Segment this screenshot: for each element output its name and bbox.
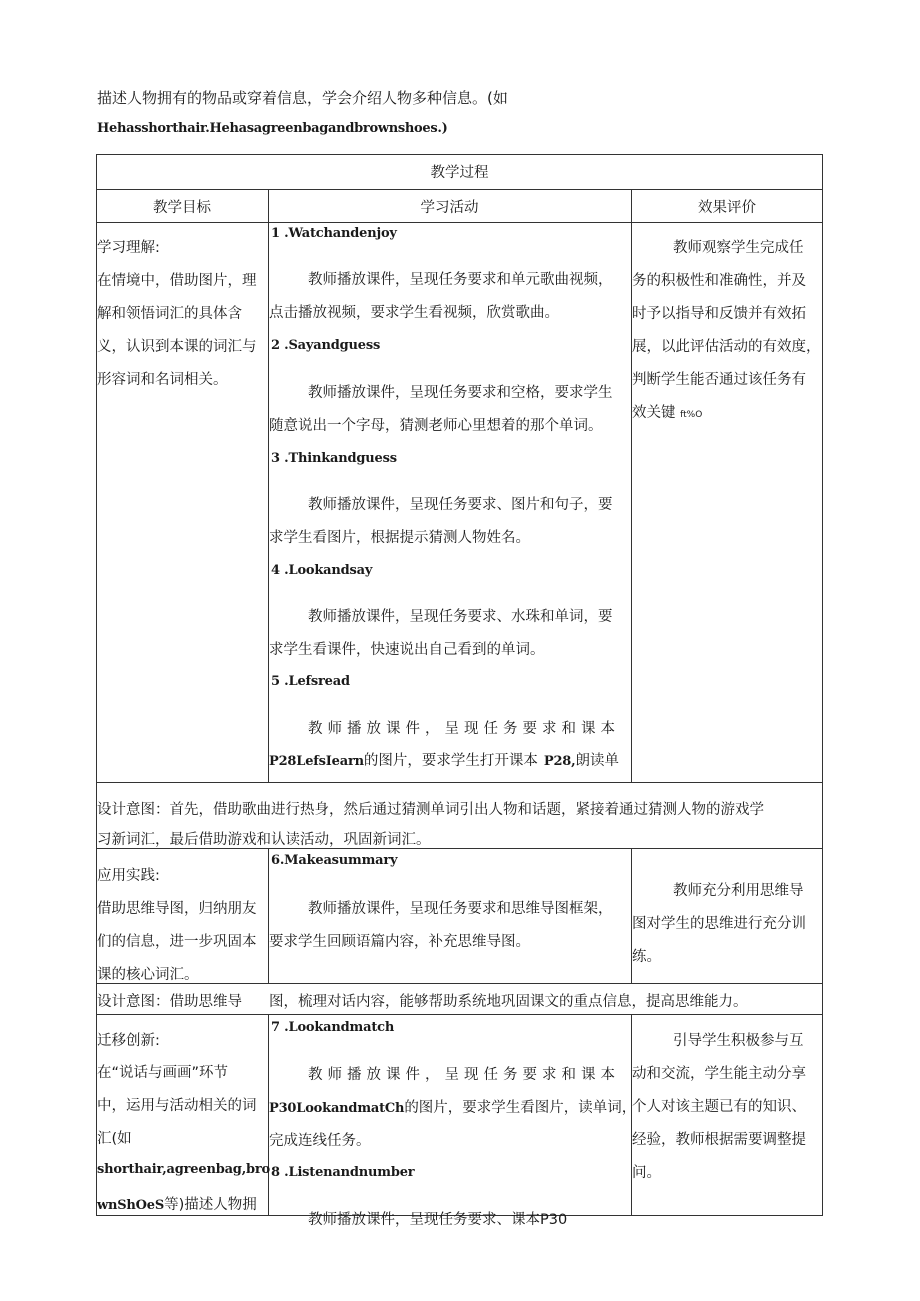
eval-line: 时予以指导和反馈并有效拓 bbox=[632, 306, 806, 322]
eval-line: 教师充分利用思维导 bbox=[673, 883, 804, 899]
goal-line: 们的信息，进一步巩固本 bbox=[97, 934, 257, 950]
design-line: 设计意图：首先，借助歌曲进行热身，然后通过猜测单词引出人物和话题，紧接着通过猜测人物的游戏学 bbox=[97, 802, 764, 818]
goal-line: wnShOeS等)描述人物拥 bbox=[97, 1197, 257, 1213]
goal-line: 解和领悟词汇的具体含 bbox=[97, 306, 242, 322]
goal-line: 义，认识到本课的词汇与 bbox=[97, 339, 257, 355]
activity-line: 教师播放课件，呈现任务要求和课本 bbox=[308, 721, 620, 737]
activity-title: 3 .Thinkandguess bbox=[271, 451, 397, 466]
activity-line: 求学生看课件，快速说出自己看到的单词。 bbox=[269, 642, 545, 658]
goal-line: 借助思维导图，归纳朋友 bbox=[97, 901, 257, 917]
goal-title: 迁移创新: bbox=[97, 1033, 160, 1049]
goal-line: shorthair,agreenbag,bro bbox=[97, 1162, 271, 1177]
activity-title: 5 .Lefsread bbox=[271, 674, 350, 689]
activity-line: 教师播放课件，呈现任务要求、图片和句子，要 bbox=[308, 497, 613, 513]
goal-line: 形容词和名词相关。 bbox=[97, 372, 228, 388]
design-line: 习新词汇，最后借助游戏和认读活动，巩固新词汇。 bbox=[97, 832, 431, 848]
eval-line: 练。 bbox=[632, 949, 661, 965]
activity-title: 7 .Lookandmatch bbox=[271, 1020, 395, 1035]
activity-title: 6.Makeasummary bbox=[271, 853, 398, 868]
activity-title: 1 .Watchandenjoy bbox=[271, 226, 397, 241]
eval-line: 经验，教师根据需要调整提 bbox=[632, 1132, 806, 1148]
activity-line: 教师播放课件，呈现任务要求和思维导图框架， bbox=[308, 901, 613, 917]
table-title: 教学过程 bbox=[430, 165, 489, 181]
page-reference: P28, bbox=[543, 754, 576, 769]
activity-line: P30LookandmatCh的图片，要求学生看图片，读单词， bbox=[269, 1100, 637, 1116]
eval-line: 动和交流，学生能主动分享 bbox=[632, 1066, 806, 1082]
eval-line: 务的积极性和准确性，并及 bbox=[632, 273, 806, 289]
header-eval: 效果评价 bbox=[698, 200, 756, 216]
goal-title: 学习理解: bbox=[97, 240, 160, 256]
activity-line: 教师播放课件，呈现任务要求和课本 bbox=[308, 1067, 620, 1083]
eval-tail: ft%O bbox=[680, 410, 703, 420]
eval-line: 图对学生的思维进行充分训 bbox=[632, 916, 806, 932]
eval-line: 效关键 ft%O bbox=[632, 405, 703, 421]
activity-line: 点击播放视频，要求学生看视频，欣赏歌曲。 bbox=[269, 305, 559, 321]
eval-line: 判断学生能否通过该任务有 bbox=[632, 372, 806, 388]
activity-title: 2 .Sayandguess bbox=[271, 338, 381, 353]
goal-line: 在“说话与画画”环节 bbox=[97, 1065, 229, 1081]
eval-line: 引导学生积极参与互 bbox=[673, 1033, 804, 1049]
activity-line: 完成连线任务。 bbox=[269, 1133, 371, 1149]
activity-line: 教师播放课件，呈现任务要求、水珠和单词，要 bbox=[308, 609, 613, 625]
design-line: 设计意图：借助思维导 bbox=[97, 994, 242, 1010]
goal-line: 课的核心词汇。 bbox=[97, 967, 199, 983]
goal-line: 中，运用与活动相关的词 bbox=[97, 1098, 257, 1114]
goal-line: 汇(如 bbox=[97, 1131, 132, 1147]
activity-title: 4 .Lookandsay bbox=[271, 563, 373, 578]
header-activity: 学习活动 bbox=[420, 200, 479, 216]
eval-line: 展，以此评估活动的有效度， bbox=[632, 339, 821, 355]
eval-line: 教师观察学生完成任 bbox=[673, 240, 804, 256]
activity-title: 8 .Listenandnumber bbox=[271, 1165, 415, 1180]
activity-line: 求学生看图片，根据提示猜测人物姓名。 bbox=[269, 530, 530, 546]
activity-line: 教师播放课件，呈现任务要求和空格，要求学生 bbox=[308, 385, 613, 401]
activity-line: 教师播放课件，呈现任务要求和单元歌曲视频， bbox=[308, 272, 613, 288]
eval-line: 个人对该主题已有的知识、 bbox=[632, 1099, 806, 1115]
cut-off-activity-line: 教师播放课件，呈现任务要求、课本P30 bbox=[308, 1212, 568, 1228]
goal-line: 在情境中，借助图片，理 bbox=[97, 273, 257, 289]
intro-line: 描述人物拥有的物品或穿着信息，学会介绍人物多种信息。(如 bbox=[97, 89, 508, 107]
activity-line: 要求学生回顾语篇内容，补充思维导图。 bbox=[269, 934, 530, 950]
intro-example-line: Hehasshorthair.Hehasagreenbagandbrownshoes.) bbox=[97, 121, 448, 136]
activity-line: 随意说出一个字母，猜测老师心里想着的那个单词。 bbox=[269, 418, 603, 434]
eval-line: 问。 bbox=[632, 1165, 661, 1181]
page-reference: P30LookandmatCh bbox=[269, 1101, 405, 1116]
header-goal: 教学目标 bbox=[153, 200, 211, 216]
activity-line: P28LefsIearn的图片，要求学生打开课本 P28,朗读单 bbox=[269, 753, 619, 769]
page-reference: P28LefsIearn bbox=[269, 754, 364, 769]
goal-title: 应用实践: bbox=[97, 868, 160, 884]
design-line: 图，梳理对话内容，能够帮助系统地巩固课文的重点信息，提高思维能力。 bbox=[269, 994, 748, 1010]
